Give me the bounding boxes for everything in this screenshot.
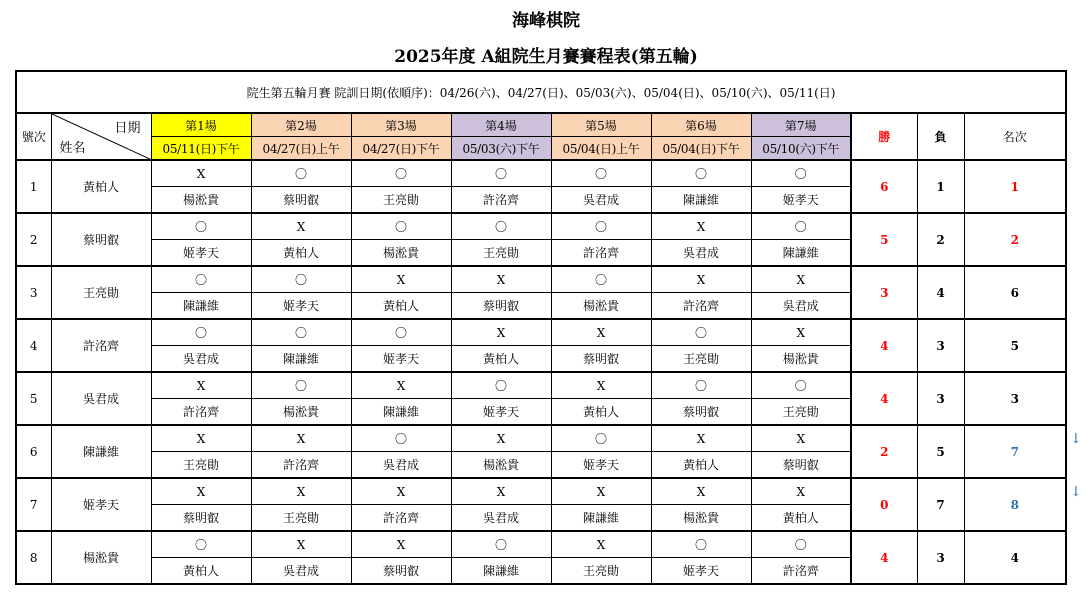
match-opponent: 楊淞貴 xyxy=(651,505,751,532)
match-opponent: 楊淞貴 xyxy=(451,452,551,479)
player-wins: 6 xyxy=(851,160,917,213)
match-result: 〇 xyxy=(251,319,351,346)
table-row xyxy=(16,160,1066,187)
match-opponent: 吳君成 xyxy=(651,240,751,267)
match-result: X xyxy=(151,160,251,187)
match-opponent: 楊淞貴 xyxy=(351,240,451,267)
player-no: 4 xyxy=(16,319,51,372)
match-result: X xyxy=(251,478,351,505)
player-name: 許洺齊 xyxy=(51,319,151,372)
player-no: 5 xyxy=(16,372,51,425)
player-no: 3 xyxy=(16,266,51,319)
match-opponent: 陳謙維 xyxy=(751,240,851,267)
player-rank: 7 xyxy=(964,425,1066,478)
match-result: 〇 xyxy=(651,531,751,558)
player-losses: 4 xyxy=(917,266,964,319)
player-losses: 1 xyxy=(917,160,964,213)
match-result: X xyxy=(151,425,251,452)
match-opponent: 黃柏人 xyxy=(751,505,851,532)
match-result: 〇 xyxy=(251,266,351,293)
match-opponent: 王亮勛 xyxy=(551,558,651,585)
match-result: X xyxy=(351,372,451,399)
header-losses: 負 xyxy=(917,113,964,160)
round-label: 第2場 xyxy=(251,113,351,137)
match-result: X xyxy=(151,372,251,399)
match-result: X xyxy=(751,425,851,452)
match-result: X xyxy=(451,478,551,505)
match-result: 〇 xyxy=(651,372,751,399)
round-date: 05/10(六)下午 xyxy=(751,137,851,161)
match-result: 〇 xyxy=(551,213,651,240)
table-row xyxy=(16,266,1066,293)
match-result: X xyxy=(251,425,351,452)
match-result: X xyxy=(651,213,751,240)
match-result: 〇 xyxy=(751,160,851,187)
match-opponent: 陳謙維 xyxy=(451,558,551,585)
player-name: 蔡明叡 xyxy=(51,213,151,266)
match-result: X xyxy=(551,478,651,505)
match-result: X xyxy=(251,213,351,240)
match-opponent: 蔡明叡 xyxy=(251,187,351,214)
match-opponent: 許洺齊 xyxy=(751,558,851,585)
player-rank: 3 xyxy=(964,372,1066,425)
match-result: 〇 xyxy=(751,213,851,240)
down-arrow-icon: ↓ xyxy=(1070,484,1082,500)
round-date: 04/27(日)上午 xyxy=(251,137,351,161)
player-rank: 2 xyxy=(964,213,1066,266)
match-result: X xyxy=(451,319,551,346)
match-result: X xyxy=(351,531,451,558)
match-result: X xyxy=(451,266,551,293)
match-result: 〇 xyxy=(751,372,851,399)
match-result: X xyxy=(751,478,851,505)
table-row xyxy=(16,213,1066,240)
match-opponent: 陳謙維 xyxy=(351,399,451,426)
player-rank: 6 xyxy=(964,266,1066,319)
match-opponent: 許洺齊 xyxy=(651,293,751,320)
match-opponent: 王亮勛 xyxy=(451,240,551,267)
match-result: X xyxy=(251,531,351,558)
match-result: 〇 xyxy=(251,372,351,399)
match-opponent: 蔡明叡 xyxy=(351,558,451,585)
round-label: 第6場 xyxy=(651,113,751,137)
match-result: X xyxy=(551,372,651,399)
player-name: 吳君成 xyxy=(51,372,151,425)
player-no: 1 xyxy=(16,160,51,213)
match-opponent: 楊淞貴 xyxy=(151,187,251,214)
match-opponent: 王亮勛 xyxy=(151,452,251,479)
match-result: 〇 xyxy=(151,531,251,558)
match-opponent: 王亮勛 xyxy=(751,399,851,426)
match-opponent: 黃柏人 xyxy=(151,558,251,585)
header-date-name xyxy=(51,113,151,160)
player-wins: 4 xyxy=(851,372,917,425)
match-opponent: 許洺齊 xyxy=(151,399,251,426)
match-opponent: 姬孝天 xyxy=(551,452,651,479)
player-rank: 1 xyxy=(964,160,1066,213)
match-opponent: 吳君成 xyxy=(251,558,351,585)
match-opponent: 黃柏人 xyxy=(551,399,651,426)
match-result: 〇 xyxy=(451,160,551,187)
match-opponent: 姬孝天 xyxy=(251,293,351,320)
player-no: 2 xyxy=(16,213,51,266)
match-opponent: 陳謙維 xyxy=(551,505,651,532)
match-result: X xyxy=(751,266,851,293)
match-result: X xyxy=(551,531,651,558)
match-result: 〇 xyxy=(151,266,251,293)
match-result: 〇 xyxy=(451,372,551,399)
table-row xyxy=(16,372,1066,399)
match-opponent: 吳君成 xyxy=(151,346,251,373)
match-opponent: 姬孝天 xyxy=(651,558,751,585)
match-result: 〇 xyxy=(351,160,451,187)
match-opponent: 陳謙維 xyxy=(151,293,251,320)
match-opponent: 蔡明叡 xyxy=(551,346,651,373)
match-opponent: 姬孝天 xyxy=(351,346,451,373)
table-row xyxy=(16,319,1066,346)
match-result: X xyxy=(651,478,751,505)
match-result: 〇 xyxy=(351,213,451,240)
header-wins: 勝 xyxy=(851,113,917,160)
match-opponent: 楊淞貴 xyxy=(751,346,851,373)
match-result: X xyxy=(551,319,651,346)
player-losses: 2 xyxy=(917,213,964,266)
header-no: 號次 xyxy=(16,113,51,160)
match-result: X xyxy=(651,266,751,293)
match-opponent: 王亮勛 xyxy=(251,505,351,532)
match-result: X xyxy=(751,319,851,346)
player-rank: 8 xyxy=(964,478,1066,531)
table-row xyxy=(16,478,1066,505)
player-wins: 2 xyxy=(851,425,917,478)
round-label: 第1場 xyxy=(151,113,251,137)
schedule-table xyxy=(15,70,1067,585)
page-title: 海峰棋院 xyxy=(512,11,580,31)
player-name: 王亮勛 xyxy=(51,266,151,319)
match-opponent: 姬孝天 xyxy=(751,187,851,214)
match-result: X xyxy=(451,425,551,452)
table-row xyxy=(16,425,1066,452)
match-result: 〇 xyxy=(351,425,451,452)
player-rank: 4 xyxy=(964,531,1066,584)
table-row xyxy=(16,531,1066,558)
match-opponent: 王亮勛 xyxy=(651,346,751,373)
player-no: 6 xyxy=(16,425,51,478)
match-result: 〇 xyxy=(551,266,651,293)
match-result: 〇 xyxy=(351,319,451,346)
match-opponent: 吳君成 xyxy=(351,452,451,479)
match-opponent: 黃柏人 xyxy=(351,293,451,320)
match-result: 〇 xyxy=(451,531,551,558)
player-name: 陳謙維 xyxy=(51,425,151,478)
match-result: 〇 xyxy=(651,319,751,346)
match-opponent: 許洺齊 xyxy=(251,452,351,479)
player-name: 姬孝天 xyxy=(51,478,151,531)
player-losses: 3 xyxy=(917,531,964,584)
player-wins: 4 xyxy=(851,319,917,372)
match-result: X xyxy=(351,266,451,293)
round-date: 05/03(六)下午 xyxy=(451,137,551,161)
match-opponent: 吳君成 xyxy=(751,293,851,320)
round-label: 第5場 xyxy=(551,113,651,137)
match-opponent: 黃柏人 xyxy=(251,240,351,267)
match-result: 〇 xyxy=(151,213,251,240)
match-opponent: 許洺齊 xyxy=(451,187,551,214)
player-no: 7 xyxy=(16,478,51,531)
match-result: 〇 xyxy=(151,319,251,346)
match-opponent: 楊淞貴 xyxy=(551,293,651,320)
player-name: 黃柏人 xyxy=(51,160,151,213)
round-date: 05/11(日)下午 xyxy=(151,137,251,161)
match-opponent: 蔡明叡 xyxy=(751,452,851,479)
header-date: 日期 xyxy=(114,121,141,136)
player-name: 楊淞貴 xyxy=(51,531,151,584)
match-result: X xyxy=(651,425,751,452)
player-wins: 3 xyxy=(851,266,917,319)
match-result: X xyxy=(351,478,451,505)
page-subtitle: 2025年度 A組院生月賽賽程表(第五輪) xyxy=(394,47,698,67)
match-opponent: 黃柏人 xyxy=(651,452,751,479)
player-wins: 0 xyxy=(851,478,917,531)
match-result: 〇 xyxy=(651,160,751,187)
match-opponent: 吳君成 xyxy=(451,505,551,532)
match-result: 〇 xyxy=(551,425,651,452)
match-result: 〇 xyxy=(751,531,851,558)
match-result: X xyxy=(151,478,251,505)
match-opponent: 蔡明叡 xyxy=(151,505,251,532)
match-opponent: 許洺齊 xyxy=(351,505,451,532)
header-name: 姓名 xyxy=(59,141,86,156)
match-opponent: 吳君成 xyxy=(551,187,651,214)
training-dates: 院生第五輪月賽 院訓日期(依順序)：04/26(六)、04/27(日)、05/03(六)、05/04(日)、05/10(六)、05/11(日) xyxy=(16,71,1066,113)
player-losses: 3 xyxy=(917,372,964,425)
match-opponent: 楊淞貴 xyxy=(251,399,351,426)
match-opponent: 許洺齊 xyxy=(551,240,651,267)
player-losses: 3 xyxy=(917,319,964,372)
round-date: 05/04(日)上午 xyxy=(551,137,651,161)
match-opponent: 姬孝天 xyxy=(451,399,551,426)
round-label: 第7場 xyxy=(751,113,851,137)
player-losses: 7 xyxy=(917,478,964,531)
match-result: 〇 xyxy=(551,160,651,187)
player-wins: 4 xyxy=(851,531,917,584)
player-losses: 5 xyxy=(917,425,964,478)
round-label: 第3場 xyxy=(351,113,451,137)
round-label: 第4場 xyxy=(451,113,551,137)
down-arrow-icon: ↓ xyxy=(1070,431,1082,447)
round-date: 05/04(日)下午 xyxy=(651,137,751,161)
match-result: 〇 xyxy=(251,160,351,187)
match-opponent: 陳謙維 xyxy=(251,346,351,373)
player-rank: 5 xyxy=(964,319,1066,372)
match-result: 〇 xyxy=(451,213,551,240)
match-opponent: 王亮勛 xyxy=(351,187,451,214)
match-opponent: 蔡明叡 xyxy=(651,399,751,426)
match-opponent: 陳謙維 xyxy=(651,187,751,214)
round-date: 04/27(日)下午 xyxy=(351,137,451,161)
player-wins: 5 xyxy=(851,213,917,266)
match-opponent: 黃柏人 xyxy=(451,346,551,373)
match-opponent: 姬孝天 xyxy=(151,240,251,267)
header-rank: 名次 xyxy=(964,113,1066,160)
player-no: 8 xyxy=(16,531,51,584)
match-opponent: 蔡明叡 xyxy=(451,293,551,320)
